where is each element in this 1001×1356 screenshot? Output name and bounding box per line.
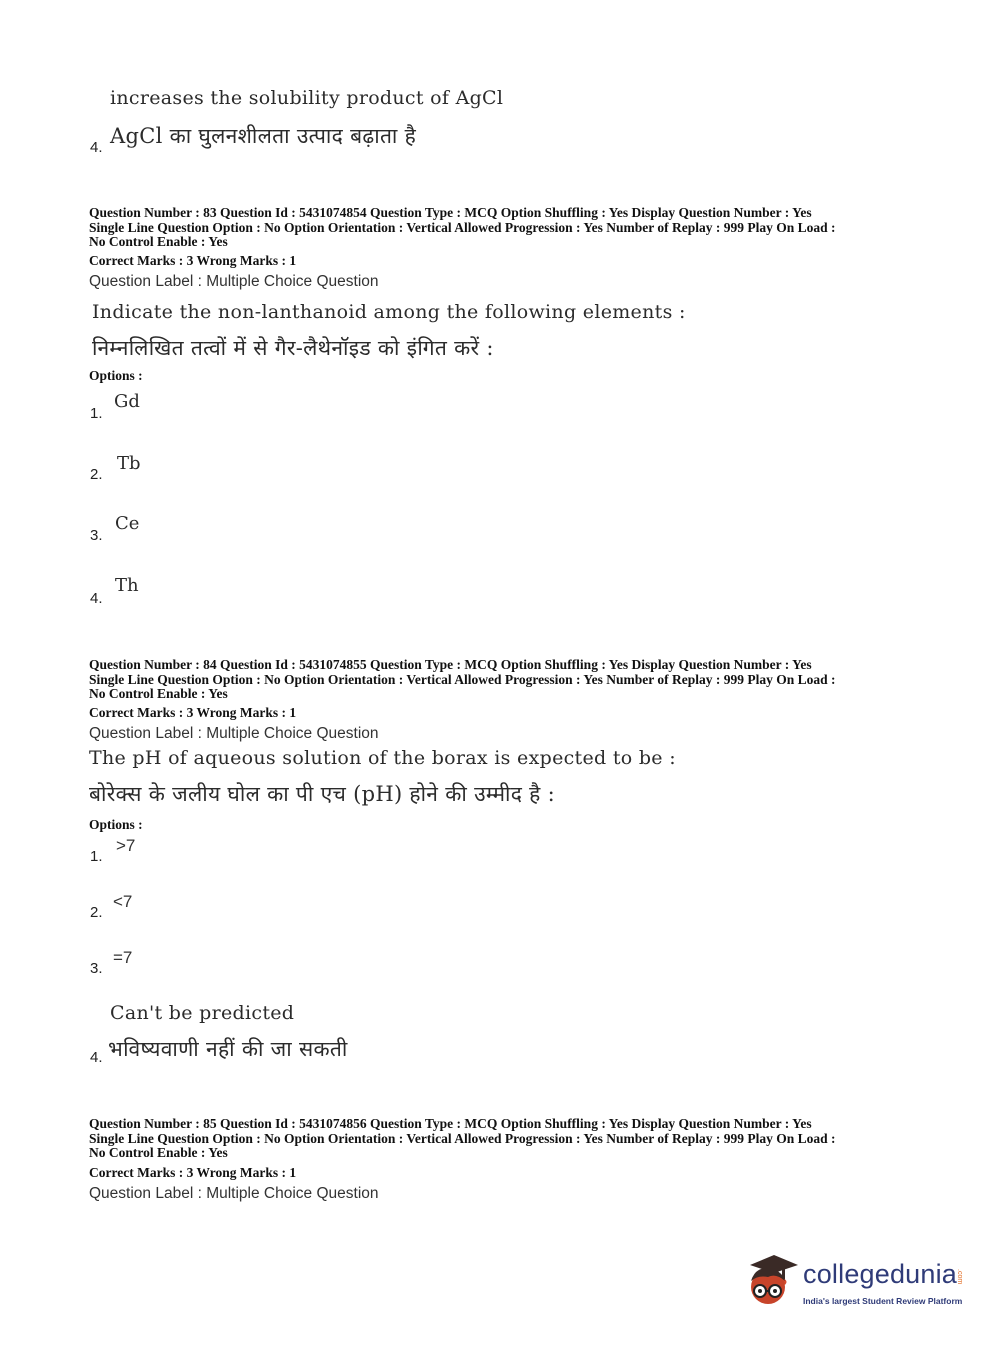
q84-option-4-number: 4. [90, 1049, 103, 1066]
q84-option-2[interactable]: <7 [113, 892, 133, 911]
q84-question-hindi: बोरेक्स के जलीय घोल का पी एच (pH) होने की उम्मीद है : [89, 782, 555, 806]
q84-question-label: Question Label : Multiple Choice Question [89, 725, 379, 742]
q83-option-1-number: 1. [90, 405, 103, 422]
q84-option-2-number: 2. [90, 904, 103, 921]
q83-metadata: Question Number : 83 Question Id : 5431074854 Question Type : MCQ Option Shuffling : Yes Display Question Number : Yes Single Line Question Option : No Option Orientation : Vertical Allowed Progression : Yes Number of Replay : 999 Play On Load : No Control Enable : Yes [89, 205, 836, 249]
q84-option-1[interactable]: >7 [116, 836, 136, 855]
prev-option-4-english: increases the solubility product of AgCl [110, 87, 504, 109]
q84-option-4-hindi[interactable]: भविष्यवाणी नहीं की जा सकती [108, 1037, 348, 1061]
q85-marks: Correct Marks : 3 Wrong Marks : 1 [89, 1165, 297, 1180]
q83-question-hindi: निम्नलिखित तत्वों में से गैर-लैथेनॉइड को इंगित करें : [92, 336, 494, 360]
q85-metadata: Question Number : 85 Question Id : 5431074856 Question Type : MCQ Option Shuffling : Yes Display Question Number : Yes Single Line Question Option : No Option Orientation : Vertical Allowed Progression : Yes Number of Replay : 999 Play On Load : No Control Enable : Yes [89, 1116, 836, 1160]
q84-option-3[interactable]: =7 [113, 948, 133, 967]
q83-question-english: Indicate the non-lanthanoid among the following elements : [92, 301, 686, 323]
q84-marks: Correct Marks : 3 Wrong Marks : 1 [89, 705, 297, 720]
q83-option-4-number: 4. [90, 590, 103, 607]
q83-marks: Correct Marks : 3 Wrong Marks : 1 [89, 253, 297, 268]
q83-option-2-number: 2. [90, 466, 103, 483]
prev-option-4-number: 4. [90, 139, 103, 156]
q83-question-label: Question Label : Multiple Choice Question [89, 273, 379, 290]
mascot-icon [742, 1251, 802, 1313]
q85-question-label: Question Label : Multiple Choice Question [89, 1185, 379, 1202]
q84-metadata: Question Number : 84 Question Id : 5431074855 Question Type : MCQ Option Shuffling : Yes Display Question Number : Yes Single Line Question Option : No Option Orientation : Vertical Allowed Progression : Yes Number of Replay : 999 Play On Load : No Control Enable : Yes [89, 657, 836, 701]
q83-option-3[interactable]: Ce [115, 513, 140, 534]
q83-option-4[interactable]: Th [115, 575, 139, 596]
q83-options-heading: Options : [89, 368, 143, 383]
brand-domain: .com [956, 1269, 963, 1285]
q84-question-english: The pH of aqueous solution of the borax is expected to be : [89, 747, 676, 769]
collegedunia-logo [742, 1251, 967, 1313]
q84-option-3-number: 3. [90, 960, 103, 977]
prev-option-4-hindi: AgCl का घुलनशीलता उत्पाद बढ़ाता है [110, 124, 417, 148]
q84-option-1-number: 1. [90, 848, 103, 865]
q83-option-1[interactable]: Gd [114, 391, 140, 412]
brand-tagline: India's largest Student Review Platform [803, 1296, 963, 1306]
brand-wordmark: collegedunia [803, 1259, 958, 1289]
q84-options-heading: Options : [89, 817, 143, 832]
q83-option-3-number: 3. [90, 527, 103, 544]
q83-option-2[interactable]: Tb [117, 453, 141, 474]
q84-option-4-english[interactable]: Can't be predicted [110, 1002, 295, 1024]
